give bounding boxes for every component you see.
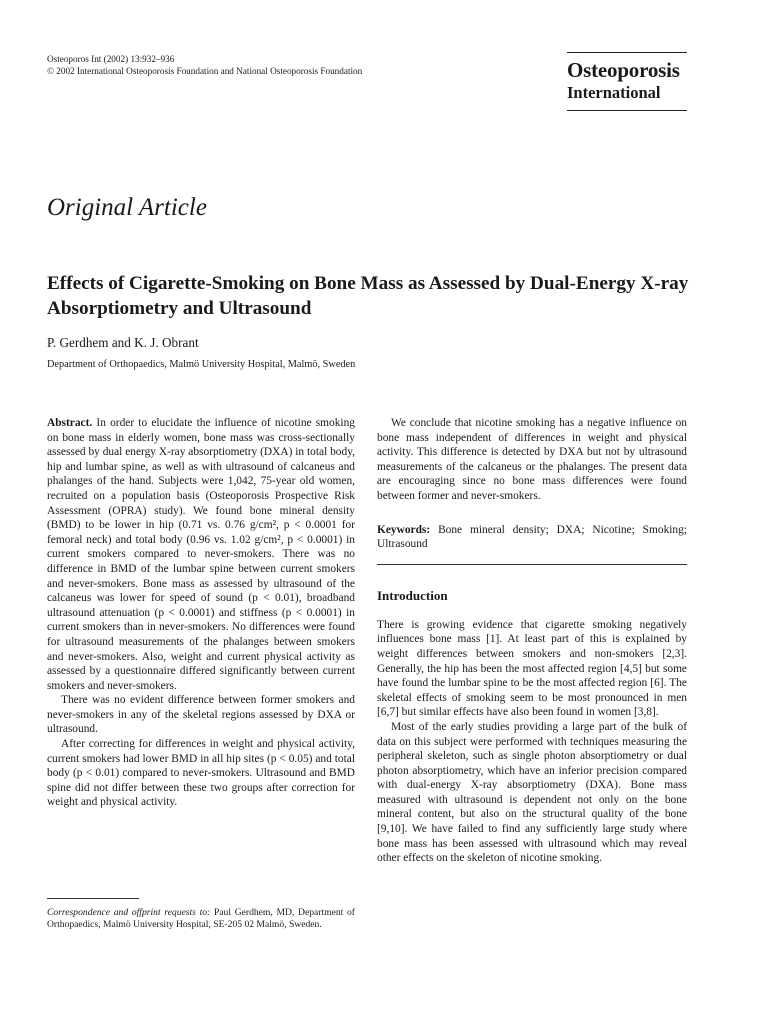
authors: P. Gerdhem and K. J. Obrant <box>47 335 199 350</box>
keywords-label: Keywords: <box>377 523 431 536</box>
abstract-paragraph-2: There was no evident difference between former smokers and never-smokers in any of the skeletal regions assessed by DXA or ultrasound. <box>47 694 355 736</box>
keywords-text: Bone mineral density; DXA; Nicotine; Smoking; Ultrasound <box>377 523 687 551</box>
article-type: Original Article <box>47 194 207 221</box>
abstract-label: Abstract. <box>47 417 93 429</box>
introduction-paragraph-1: There is growing evidence that cigarette smoking negatively influences bone mass [1]. At least part of this is explained by weight differences between smokers and non-smokers [2,3]. Generally, the hip has been the most affected region [4,5] but some have found the lumbar spine to be the most affected region [6]. The skeletal effects of smoking seem to be most pronounced in men [6,7] but similar effects have also been found in women [3,8]. <box>377 618 687 719</box>
affiliation: Department of Orthopaedics, Malmö University Hospital, Malmö, Sweden <box>47 359 356 370</box>
introduction-heading: Introduction <box>377 587 448 603</box>
masthead-rule-top <box>567 52 687 53</box>
abstract-paragraph-3: After correcting for differences in weight and physical activity, current smokers had lower BMD in all hip sites (p < 0.05) and total body (p < 0.01) compared to never-smokers. Ultrasound and BMD spine did not differ between these two groups after correction for weight and physical activity. <box>47 738 355 809</box>
masthead-rule-bottom <box>567 110 687 111</box>
correspondence-note <box>47 898 355 931</box>
copyright-line: © 2002 International Osteoporosis Foundation and National Osteoporosis Foundation <box>47 66 363 76</box>
correspondence-label: Correspondence and offprint requests to: <box>47 907 211 918</box>
journal-subtitle: International <box>567 83 661 102</box>
journal-name: Osteoporosis <box>567 58 680 82</box>
introduction-paragraph-2: Most of the early studies providing a large part of the bulk of data on this subject were performed with techniques measuring the peripheral skeleton, such as single photon absorptiometry or dual photon absorptiometry, which have an inferior precision compared with dual-energy X-ray absorptiometry (DXA). Bone mass measured with ultrasound is dependent not only on the bone mineral content, but also on the structural quality of the bone [9,10]. We have failed to find any sufficiently large study where bone mass has been assessed with ultrasound which may reveal other effects on the skeleton of nicotine smoking. <box>377 720 687 865</box>
journal-masthead <box>567 52 687 111</box>
citation-block <box>47 53 362 77</box>
citation-volume: Osteoporos Int (2002) 13:932–936 <box>47 54 175 64</box>
abstract-paragraph-4: We conclude that nicotine smoking has a negative influence on bone mass independent of differences in weight and physical activity. This difference is detected by DXA but not by ultrasound measurements of the calcaneus or the phalanges. The present data are encouraging since no bone mass differences were found between former and never-smokers. <box>377 417 687 502</box>
abstract-text-1: In order to elucidate the influence of nicotine smoking on bone mass in elderly women, bone mass was cross-sectionally assessed by dual energy X-ray absorptiometry (DXA) in total body, hip and lumbar spine, as well as with ultrasound of calcaneus and phalanges of the hand. Subjects were 1,042, 75-year old women, recruited on a population basis (Osteoporosis Prospective Risk Assessment (OPRA) study). We found bone mineral density (BMD) to be lower in hip (0.71 vs. 0.76 g/cm², p < 0.0001 for femoral neck) and total body (0.96 vs. 1.02 g/cm², p < 0.0001) in current smokers compared to never-smokers. There was no difference in BMD of the lumbar spine between current smokers and never-smokers. Bone mass as assessed by ultrasound of the calcaneus was lower for speed of sound (p < 0.01), broadband ultrasound attenuation (p < 0.0001) and stiffness (p < 0.0001) in current smokers than in never-smokers. No differences were found for ultrasound measurements of the phalanges between smokers and never-smokers. Also, weight and current physical activity as assessed by a questionnaire differed significantly between current smokers and never-smokers. <box>47 417 355 692</box>
footnote-rule <box>47 898 139 899</box>
correspondence-text <box>47 907 355 931</box>
correspondence-address: Paul Gerdhem, MD, Department of Orthopaedics, Malmö University Hospital, SE-205 02 Malmö, Sweden. <box>47 907 355 930</box>
left-column <box>47 416 355 810</box>
right-column <box>377 416 687 866</box>
keywords-rule <box>377 564 687 565</box>
keywords <box>377 523 687 552</box>
article-title: Effects of Cigarette-Smoking on Bone Mass as Assessed by Dual-Energy X-ray Absorptiometry and Ultrasound <box>47 273 689 319</box>
abstract-paragraph-1 <box>47 416 355 693</box>
